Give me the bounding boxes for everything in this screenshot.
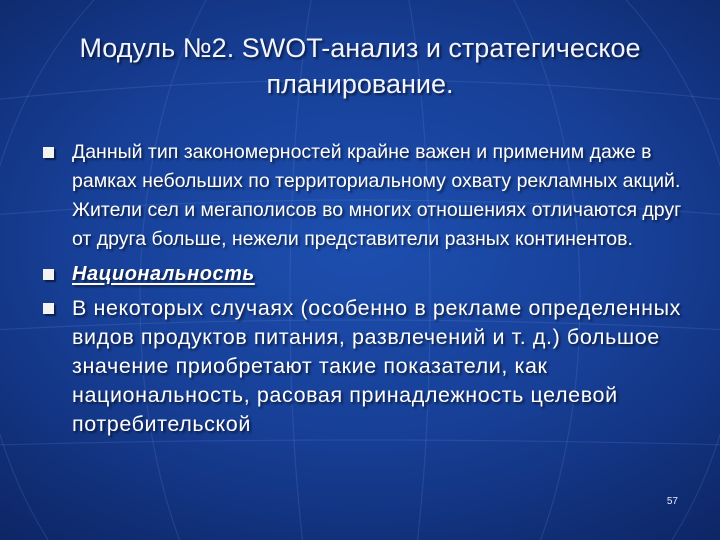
square-bullet-icon <box>43 147 54 158</box>
page-number: 57 <box>666 496 678 507</box>
bullet-text: Данный тип закономерностей крайне важен и применим даже в рамках небольших по территориальному охвату рекламных акций. Жители сел и мегаполисов во многих отношениях отличаются друг от друга больше, нежели представители разных континентов. <box>72 141 682 250</box>
slide-title-line-2: планирование. <box>266 69 454 99</box>
square-bullet-icon <box>43 303 54 314</box>
bullet-item-nationality <box>40 260 690 288</box>
bullet-text: Национальность <box>72 263 255 285</box>
square-bullet-icon <box>43 269 54 280</box>
slide-title-line-1: Модуль №2. SWOT-анализ и стратегическое <box>79 33 641 63</box>
bullet-item-regional-patterns <box>40 138 690 254</box>
bullet-text: В некоторых случаях (особенно в рекламе определенных видов продуктов питания, развлечений и т. д.) большое значение приобретают такие показатели, как национальность, расовая принадлежность целевой потребительской <box>72 296 681 436</box>
bullet-item-national-indicators <box>40 294 690 439</box>
bullet-list <box>40 138 690 439</box>
slide-title <box>40 30 680 102</box>
